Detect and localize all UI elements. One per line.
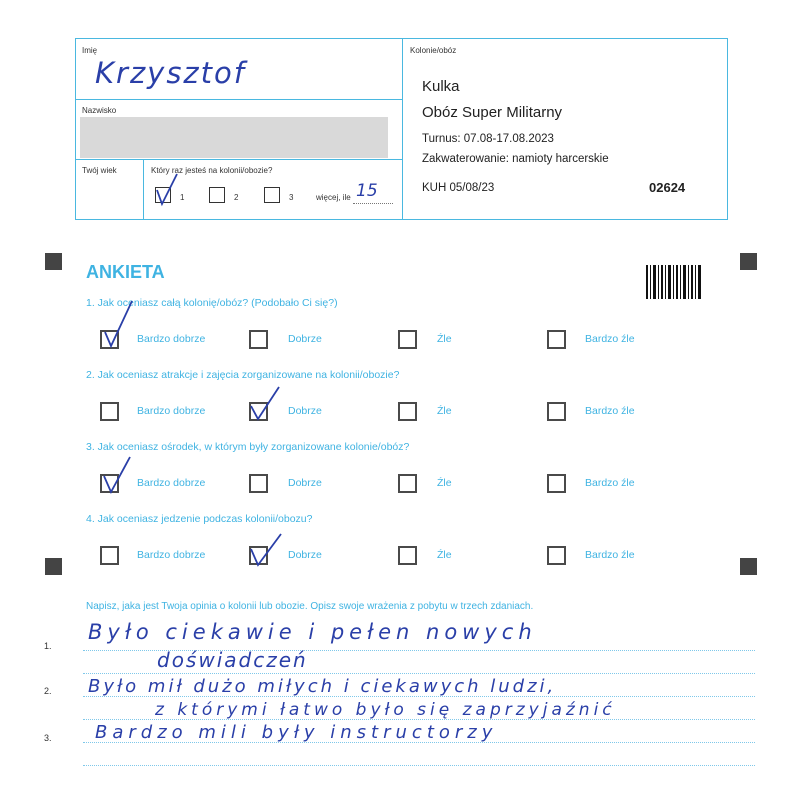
header-row-line-1 bbox=[75, 99, 402, 100]
q2-bardzo-zle-checkbox[interactable] bbox=[547, 402, 566, 421]
barcode bbox=[646, 265, 703, 299]
visit-check-mark bbox=[153, 170, 183, 210]
q3-zle-checkbox[interactable] bbox=[398, 474, 417, 493]
ktory-raz-label: Który raz jesteś na kolonii/obozie? bbox=[151, 166, 273, 175]
opinion-prompt: Napisz, jaka jest Twoja opinia o kolonii lub obozie. Opisz swoje wrażenia z pobytu w trzech zdaniach. bbox=[86, 601, 534, 612]
q1-dobrze-checkbox[interactable] bbox=[249, 330, 268, 349]
q2-bardzo-dobrze-checkbox[interactable] bbox=[100, 402, 119, 421]
wiecej-underline bbox=[353, 203, 393, 204]
line-number-2: 2. bbox=[44, 686, 52, 696]
visit-checkbox-2[interactable] bbox=[209, 187, 225, 203]
q4-zle-checkbox[interactable] bbox=[398, 546, 417, 565]
q1-zle-checkbox[interactable] bbox=[398, 330, 417, 349]
q1-bardzo-zle-checkbox[interactable] bbox=[547, 330, 566, 349]
question-1: 1. Jak oceniasz całą kolonię/obóz? (Podobało Ci się?) bbox=[86, 297, 338, 309]
q1-bardzo-dobrze-label: Bardzo dobrze bbox=[137, 333, 206, 345]
answer-1-continued[interactable]: doświadczeń bbox=[157, 648, 308, 672]
camp-name: Kulka bbox=[422, 78, 460, 95]
q3-bardzo-dobrze-label: Bardzo dobrze bbox=[137, 477, 206, 489]
turnus: Turnus: 07.08-17.08.2023 bbox=[422, 133, 554, 145]
q1-zle-label: Źle bbox=[437, 333, 452, 345]
visit-option-2: 2 bbox=[234, 193, 239, 202]
visit-option-3: 3 bbox=[289, 193, 294, 202]
line-number-3: 3. bbox=[44, 733, 52, 743]
corner-marker-bottom-left bbox=[45, 558, 62, 575]
q4-check-mark bbox=[247, 530, 289, 570]
q3-dobrze-label: Dobrze bbox=[288, 477, 322, 489]
corner-marker-top-left bbox=[45, 253, 62, 270]
visit-checkbox-3[interactable] bbox=[264, 187, 280, 203]
q2-bardzo-dobrze-label: Bardzo dobrze bbox=[137, 405, 206, 417]
q4-dobrze-label: Dobrze bbox=[288, 549, 322, 561]
wiecej-label: więcej, ile bbox=[316, 193, 351, 202]
zakwaterowanie: Zakwaterowanie: namioty harcerskie bbox=[422, 153, 609, 165]
imie-label: Imię bbox=[82, 46, 98, 55]
q4-bardzo-zle-label: Bardzo źle bbox=[585, 549, 635, 561]
nazwisko-label: Nazwisko bbox=[82, 106, 117, 115]
question-2: 2. Jak oceniasz atrakcje i zajęcia zorganizowane na kolonii/obozie? bbox=[86, 369, 400, 381]
line-number-1: 1. bbox=[44, 641, 52, 651]
q2-bardzo-zle-label: Bardzo źle bbox=[585, 405, 635, 417]
q2-zle-checkbox[interactable] bbox=[398, 402, 417, 421]
q3-check-mark bbox=[100, 454, 140, 496]
question-3: 3. Jak oceniasz ośrodek, w którym były zorganizowane kolonie/obóz? bbox=[86, 441, 410, 453]
age-divider bbox=[143, 159, 144, 219]
wiek-label: Twój wiek bbox=[82, 166, 117, 175]
q3-zle-label: Źle bbox=[437, 477, 452, 489]
q1-dobrze-label: Dobrze bbox=[288, 333, 322, 345]
code-right: 02624 bbox=[649, 180, 686, 195]
q3-bardzo-zle-checkbox[interactable] bbox=[547, 474, 566, 493]
answer-3[interactable]: Bardzo mili były instructorzy bbox=[95, 722, 498, 743]
nazwisko-redacted bbox=[80, 117, 388, 158]
wiecej-value[interactable]: 15 bbox=[356, 181, 378, 201]
q2-check-mark bbox=[247, 383, 287, 423]
question-4: 4. Jak oceniasz jedzenie podczas kolonii/obozu? bbox=[86, 513, 313, 525]
corner-marker-top-right bbox=[740, 253, 757, 270]
kolonie-label: Kolonie/obóz bbox=[410, 46, 457, 55]
q3-dobrze-checkbox[interactable] bbox=[249, 474, 268, 493]
q4-bardzo-zle-checkbox[interactable] bbox=[547, 546, 566, 565]
q1-check-mark bbox=[100, 298, 140, 350]
camp-subtitle: Obóz Super Militarny bbox=[422, 104, 563, 121]
q4-bardzo-dobrze-label: Bardzo dobrze bbox=[137, 549, 206, 561]
corner-marker-bottom-right bbox=[740, 558, 757, 575]
answer-2-continued[interactable]: z którymi łatwo było się zaprzyjaźnić bbox=[155, 700, 616, 720]
header-divider bbox=[402, 38, 403, 219]
survey-title: ANKIETA bbox=[86, 262, 165, 282]
imie-value[interactable]: Krzysztof bbox=[95, 56, 246, 90]
q4-zle-label: Źle bbox=[437, 549, 452, 561]
q1-bardzo-zle-label: Bardzo źle bbox=[585, 333, 635, 345]
answer-2[interactable]: Było mił dużo miłych i ciekawych ludzi, bbox=[88, 676, 557, 697]
q2-dobrze-label: Dobrze bbox=[288, 405, 322, 417]
q4-bardzo-dobrze-checkbox[interactable] bbox=[100, 546, 119, 565]
answer-1[interactable]: Było ciekawie i pełen nowych bbox=[88, 620, 537, 644]
answer-line-1b bbox=[83, 673, 755, 674]
visit-option-1: 1 bbox=[180, 193, 185, 202]
q3-bardzo-zle-label: Bardzo źle bbox=[585, 477, 635, 489]
q2-zle-label: Źle bbox=[437, 405, 452, 417]
header-row-line-2 bbox=[75, 159, 402, 160]
code-left: KUH 05/08/23 bbox=[422, 182, 495, 194]
answer-line-3b bbox=[83, 765, 755, 766]
